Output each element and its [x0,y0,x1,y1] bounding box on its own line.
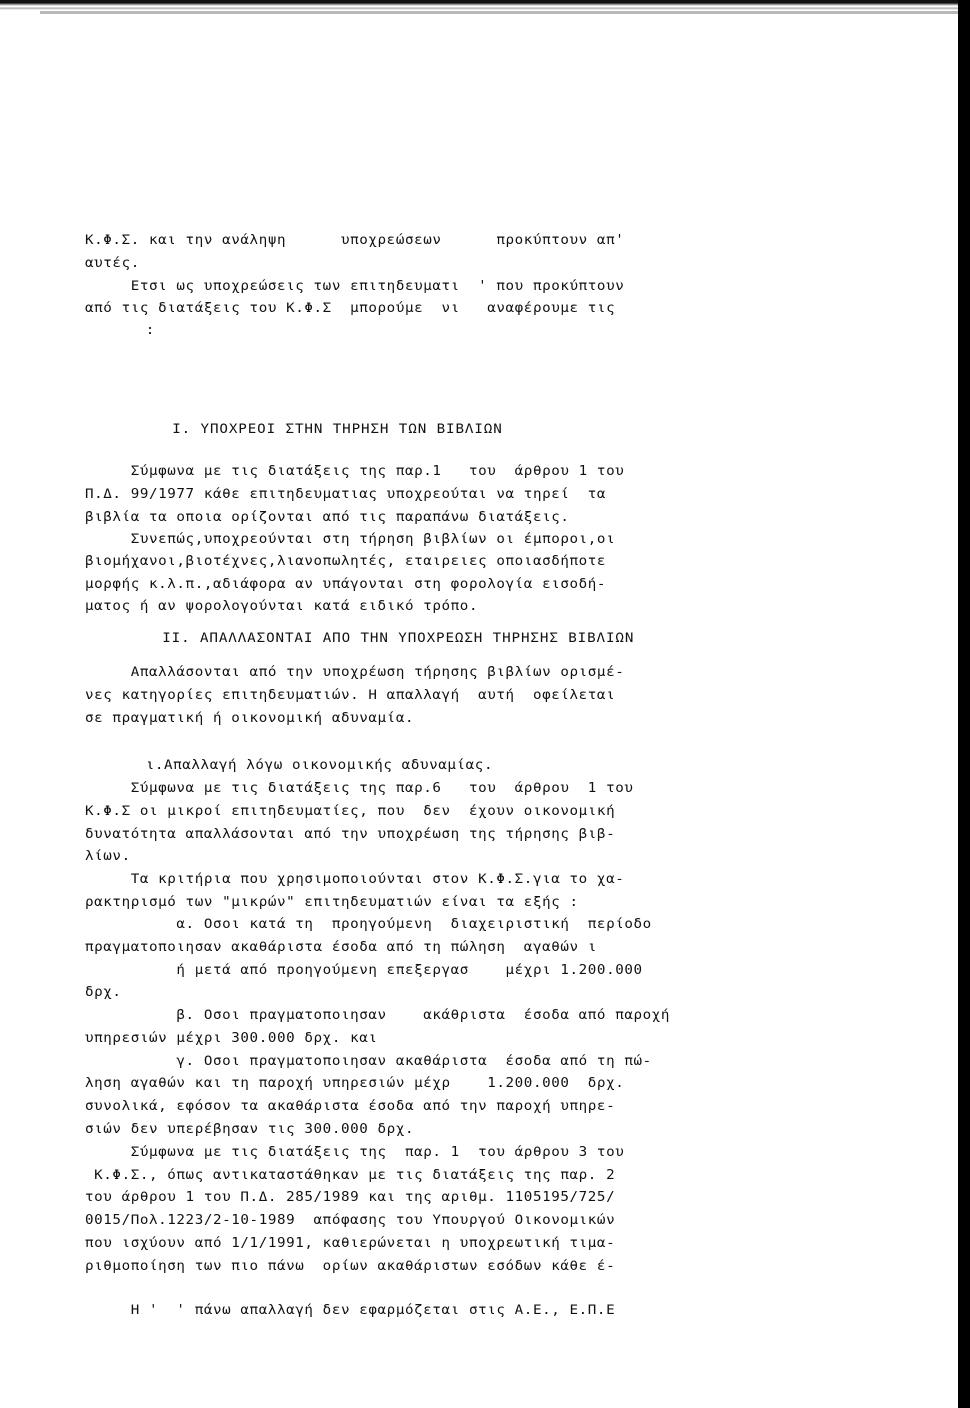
text-line: γ. Οσοι πραγματοποιησαν ακαθάριστα έσοδα από τη πώ- [85,1053,652,1069]
text-line: Κ.Φ.Σ., όπως αντικαταστάθηκαν με τις διατάξεις της παρ. 2 [85,1167,616,1183]
text-line: ριθμοποίηση των πιο πάνω ορίων ακαθάριστων εσόδων κάθε έ- [85,1258,616,1274]
text-line: δυνατότητα απαλλάσονται από την υποχρέωση της τήρησης βιβ- [85,826,616,842]
text-line: υπηρεσιών μέχρι 300.000 δρχ. και [85,1030,378,1046]
text-line: πραγματοποιησαν ακαθάριστα έσοδα από τη πώληση αγαθών ι [85,939,597,955]
text-line: α. Οσοι κατά τη προηγούμενη διαχειριστική περίοδο [85,916,652,932]
text-line: αυτές. [85,255,140,271]
text-line: Σύμφωνα με τις διατάξεις της παρ.6 του άρθρου 1 του [85,780,634,796]
text-line: ή μετά από προηγούμενη επεξεργασ μέχρι 1.200.000 [85,962,643,978]
text-line: Τα κριτήρια που χρησιμοποιούνται στον Κ.Φ.Σ.για το χα- [85,871,625,887]
text-line: συνολικά, εφόσον τα ακαθάριστα έσοδα από την παροχή υπηρε- [85,1098,616,1114]
section-heading-2: ΙΙ. ΑΠΑΛΛΑΣΟΝΤΑΙ ΑΠΟ ΤΗΝ ΥΠΟΧΡΕΩΣΗ ΤΗΡΗΣΗΣ ΒΙΒΛΙΩΝ [115,630,635,646]
text-line: ρακτηρισμό των "μικρών" επιτηδευματιών είναι τα εξής : [85,894,579,910]
text-line: βιβλία τα οποια ορίζονται από τις παραπάνω διατάξεις. [85,509,570,525]
text-line: Ετσι ως υποχρεώσεις των επιτηδευματι ' που προκύπτουν [85,278,625,294]
section-heading-1: Ι. ΥΠΟΧΡΕΟΙ ΣΤΗΝ ΤΗΡΗΣΗ ΤΩΝ ΒΙΒΛΙΩΝ [125,421,503,437]
text-line: μορφής κ.λ.π.,αδιάφορα αν υπάγονται στη φορολογία εισοδή- [85,576,607,592]
scan-edge-line [40,11,970,14]
text-line: : [100,322,155,338]
text-line: β. Οσοι πραγματοποιησαν ακάθριστα έσοδα από παροχή [85,1007,671,1023]
text-line: που ισχύουν από 1/1/1991, καθιερώνεται η υποχρεωτική τιμα- [85,1235,616,1251]
text-line: Απαλλάσονται από την υποχρέωση τήρησης βιβλίων ορισμέ- [85,664,625,680]
text-line: Π.Δ. 99/1977 κάθε επιτηδευματιας υποχρεούται να τηρεί τα [85,486,607,502]
text-line: από τις διατάξεις του Κ.Φ.Σ μπορούμε νι αναφέρουμε τις [85,300,616,316]
text-line: ληση αγαθών και τη παροχή υπηρεσιών μέχρ 1.200.000 δρχ. [85,1075,625,1091]
text-line: του άρθρου 1 του Π.Δ. 285/1989 και της αριθμ. 1105195/725/ [85,1189,616,1205]
text-line: Κ.Φ.Σ οι μικροί επιτηδευματίες, που δεν έχουν οικονομική [85,803,616,819]
text-line: δρχ. [85,984,122,1000]
text-line: Σύμφωνα με τις διατάξεις της παρ.1 του άρθρου 1 του [85,463,625,479]
text-line: Η ' ' πάνω απαλλαγή δεν εφαρμόζεται στις Α.Ε., Ε.Π.Ε [85,1302,616,1318]
text-line: ματος ή αν ψορολογούνται κατά ειδικό τρόπο. [85,598,479,614]
text-line: Συνεπώς,υποχρεούνται στη τήρηση βιβλίων οι έμποροι,οι [85,531,616,547]
subsection-heading: ι.Απαλλαγή λόγω οικονομικής αδυναμίας. [100,757,494,773]
text-line: Σύμφωνα με τις διατάξεις της παρ. 1 του άρθρου 3 του [85,1144,625,1160]
text-line: 0015/Πολ.1223/2-10-1989 απόφασης του Υπουργού Οικονομικών [85,1212,616,1228]
text-line: σιών δεν υπερέβησαν τις 300.000 δρχ. [85,1121,415,1137]
scan-edge-right [958,0,970,1408]
text-line: σε πραγματική ή οικονομική αδυναμία. [85,710,415,726]
text-line: Κ.Φ.Σ. και την ανάληψη υποχρεώσεων προκύπτουν απ' [85,232,625,248]
text-line: βιομήχανοι,βιοτέχνες,λιανοπωλητές, εταιρειες οποιασδήποτε [85,553,607,569]
text-line: λίων. [85,848,131,864]
text-line: νες κατηγορίες επιτηδευματιών. Η απαλλαγή αυτή οφείλεται [85,687,616,703]
scan-edge-top [0,0,970,10]
